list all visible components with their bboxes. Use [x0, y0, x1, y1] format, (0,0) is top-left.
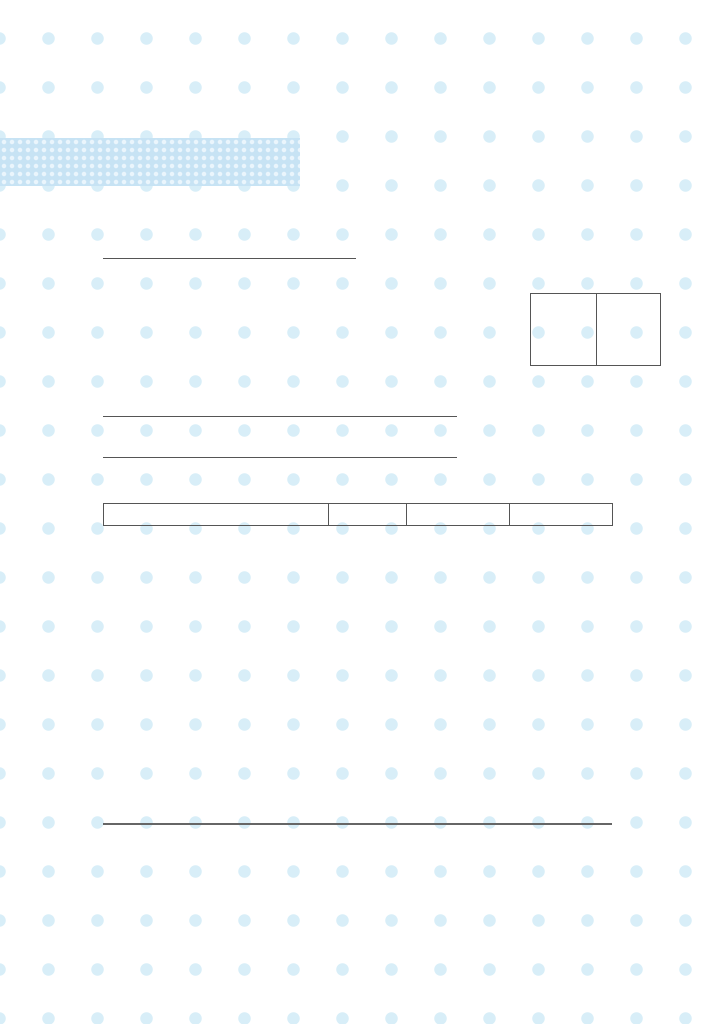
header-amount	[510, 504, 613, 526]
header-item	[104, 504, 329, 526]
recipient-underline	[103, 258, 356, 259]
floral-decoration-right	[0, 380, 724, 480]
table-header-row	[104, 504, 613, 526]
title-band	[0, 138, 300, 186]
floral-decoration-bottom	[0, 878, 724, 1024]
stamp-box	[530, 293, 661, 366]
line-items-table	[103, 503, 613, 526]
payment-divider	[103, 823, 612, 825]
floral-decoration-top	[0, 0, 724, 130]
header-quantity	[329, 504, 407, 526]
header-unit-price	[407, 504, 510, 526]
subject-underline	[103, 416, 457, 417]
amount-underline	[103, 457, 457, 458]
